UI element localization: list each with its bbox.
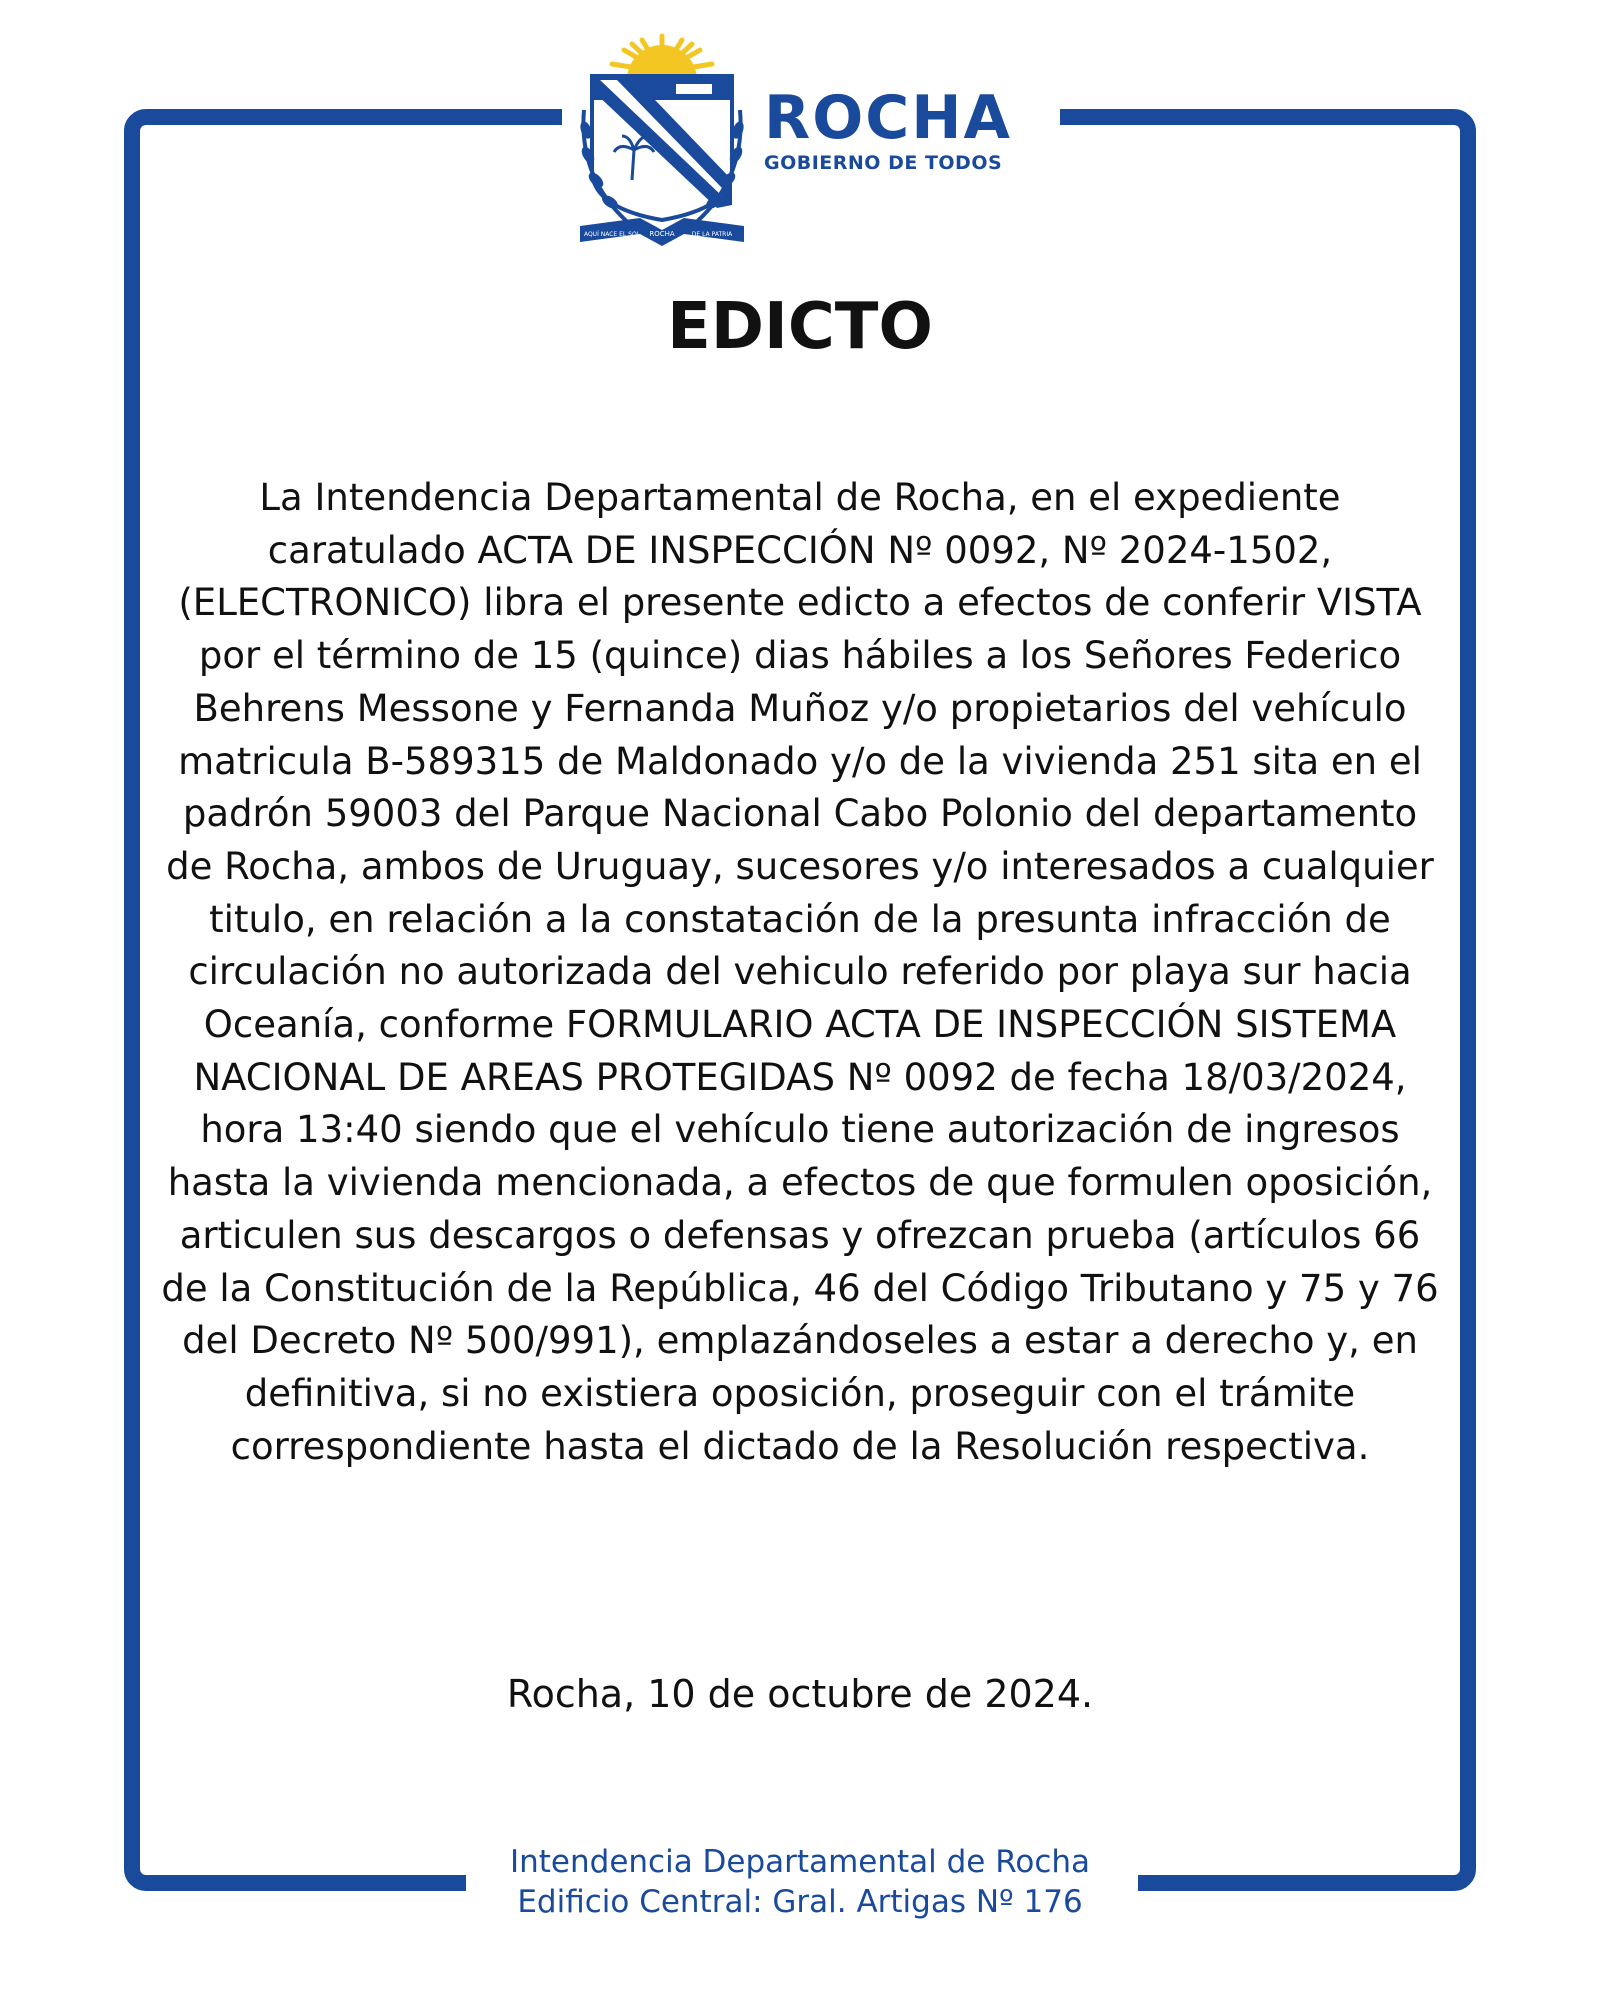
footer-address: Edificio Central: Gral. Artigas Nº 176 [517,1884,1083,1920]
rocha-logo [572,30,1052,260]
edict-body: La Intendencia Departamental de Rocha, en el expediente caratulado ACTA DE INSPECCIÓN Nº 0092, Nº 2024-1502, (ELECTRONICO) libra el presente edicto a efectos de conferir VISTA por el término de 15 (quince) dias hábiles a los Señores Federico Behrens Messone y Fernanda Muñoz y/o propietarios del vehículo matricula B-589315 de Maldonado y/o de la vivienda 251 sita en el padrón 59003 del Parque Nacional Cabo Polonio del departamento de Rocha, ambos de Uruguay, sucesores y/o interesados a cualquier titulo, en relación a la constatación de la presunta infracción de circulación no autorizada del vehiculo referido por playa sur hacia Oceanía, conforme FORMULARIO ACTA DE INSPECCIÓN SISTEMA NACIONAL DE AREAS PROTEGIDAS Nº 0092 de fecha 18/03/2024, hora 13:40 siendo que el vehículo tiene autorización de ingresos hasta la vivienda mencionada, a efectos de que formulen oposición, articulen sus descargos o defensas y ofrezcan prueba (artículos 66 de la Constitución de la República, 46 del Código Tributano y 75 y 76 del Decreto Nº 500/991), emplazándoseles a estar a derecho y, en definitiva, si no existiera oposición, proseguir con el trámite correspondiente hasta el dictado de la Resolución respectiva. [161,476,1439,1468]
crest-motto-left: AQUÍ NACE EL SOL [583,231,641,238]
rocha-crest-icon [572,30,752,260]
brand-name: ROCHA [764,83,1012,153]
document-date: Rocha, 10 de octubre de 2024. [506,1672,1094,1716]
brand-block [764,83,1012,176]
footer [0,1842,1600,1922]
crest-ribbon-label: ROCHA [649,230,675,238]
brand-tagline: GOBIERNO DE TODOS [764,152,1003,174]
footer-institution: Intendencia Departamental de Rocha [509,1844,1091,1880]
document-title: EDICTO [667,290,933,364]
crest-motto-right: DE LA PATRIA [691,231,733,238]
